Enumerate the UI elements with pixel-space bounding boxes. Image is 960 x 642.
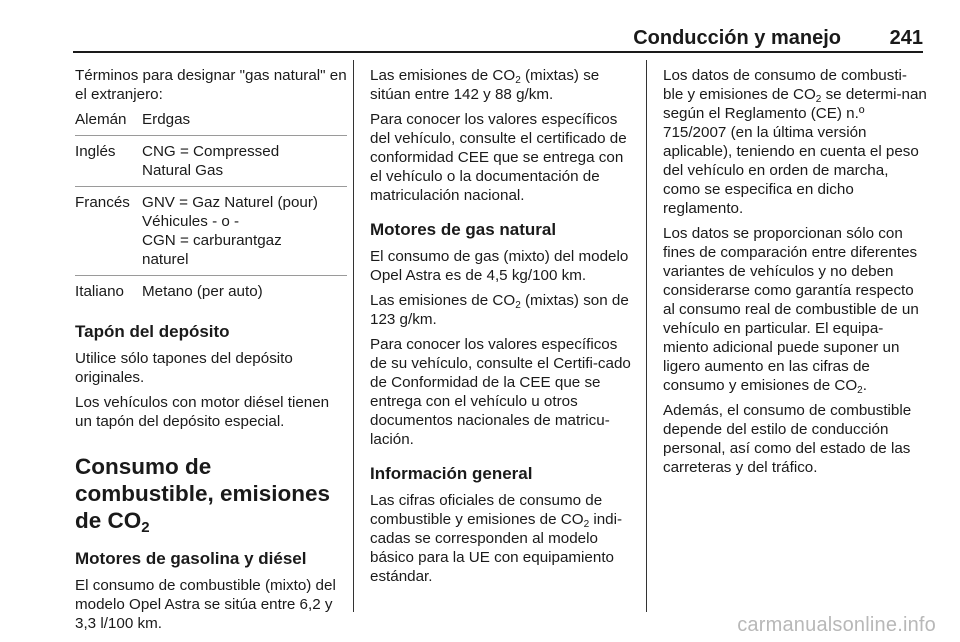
paragraph: [370, 491, 638, 586]
paragraph: Utilice sólo tapones del depósito originales.: [75, 350, 293, 386]
heading-tapon: Tapón del depósito: [75, 322, 230, 341]
heading-text: Consumo de combustible, emisiones de CO: [75, 454, 331, 533]
column-right: [663, 66, 927, 483]
heading-gasolina: Motores de gasolina y diésel: [75, 549, 307, 568]
term-language: Inglés: [75, 143, 116, 160]
column-left: [75, 66, 347, 639]
paragraph: El consumo de gas (mixto) del modelo Opel Astra es de 4,5 kg/100 km.: [370, 248, 629, 284]
term-value: Erdgas: [142, 111, 191, 128]
subscript: 2: [515, 300, 521, 311]
terms-table: [75, 110, 347, 307]
term-language: Italiano: [75, 283, 124, 300]
column-divider: [353, 60, 354, 612]
term-value: Metano (per auto): [142, 283, 263, 300]
text: (mixtas) son de 123 g/km.: [370, 292, 629, 328]
column-middle: [370, 66, 638, 592]
column-divider: [646, 60, 647, 612]
table-row: [75, 282, 347, 307]
section-title: Conducción y manejo: [633, 27, 841, 49]
text: Las emisiones de CO: [370, 67, 516, 84]
text: Las cifras oficiales de consumo de combustible y emisiones de CO: [370, 492, 603, 528]
paragraph: Para conocer los valores específicos del vehículo, consulte el certificado de conformidad CEE que se entrega con el vehículo o la documentación de matriculación nacional.: [370, 111, 627, 204]
page-number: 241: [889, 27, 923, 49]
header-rule: [73, 51, 923, 53]
term-language: Francés: [75, 194, 130, 211]
paragraph: [370, 291, 638, 329]
paragraph: Los vehículos con motor diésel tienen un tapón del depósito especial.: [75, 394, 330, 430]
text: Los datos de consumo de combusti-ble y emisiones de CO: [663, 67, 907, 103]
terms-intro: Términos para designar "gas natural" en el extranjero:: [75, 67, 347, 103]
subscript: 2: [857, 385, 863, 396]
subscript: 2: [141, 519, 150, 536]
page-header: [73, 27, 923, 51]
term-value: GNV = Gaz Naturel (pour) Véhicules - o - CGN = carburantgaz naturel: [142, 194, 318, 268]
text: indi-cadas se corresponden al modelo básico para la UE con equipamiento estándar.: [370, 511, 623, 585]
table-row: [75, 110, 347, 136]
term-language: Alemán: [75, 111, 127, 128]
paragraph: El consumo de combustible (mixto) del modelo Opel Astra se sitúa entre 6,2 y 3,3 l/100 km.: [75, 577, 336, 632]
heading-consumo: [75, 453, 347, 534]
text: .: [862, 377, 867, 394]
heading-gas-natural: Motores de gas natural: [370, 220, 557, 239]
heading-informacion: Información general: [370, 464, 533, 483]
subscript: 2: [583, 519, 590, 530]
subscript: 2: [515, 75, 521, 86]
text: Las emisiones de CO: [370, 292, 516, 309]
table-row: [75, 193, 347, 276]
table-row: [75, 142, 347, 187]
subscript: 2: [815, 94, 822, 105]
watermark: carmanualsonline.info: [737, 614, 936, 636]
paragraph: Para conocer los valores específicos de su vehículo, consulte el Certifi-cado de Conformidad de la CEE que se entrega con el vehículo u otros documentos nacionales de matricu-lación.: [370, 336, 631, 448]
paragraph: [663, 66, 927, 218]
text: se determi-nan según el Reglamento (CE) n.º 715/2007 (en la última versión aplicable), teniendo en cuenta el peso del vehículo en orden de marcha, como se especifica en dicho reglamento.: [663, 86, 927, 217]
paragraph: Además, el consumo de combustible depende del estilo de conducción personal, así como del estado de las carreteras y del tráfico.: [663, 402, 912, 476]
paragraph: [663, 224, 927, 395]
text: Los datos se proporcionan sólo con fines de comparación entre diferentes variantes de vehículos y no deben considerarse como garantía respecto al consumo real de combustible de un vehículo en particular. El equipa-miento adicional puede suponer un ligero aumento en las cifras de consumo y emisiones de CO: [663, 225, 919, 394]
paragraph: [370, 66, 638, 104]
text: (mixtas) se sitúan entre 142 y 88 g/km.: [370, 67, 600, 103]
term-value: CNG = Compressed Natural Gas: [142, 143, 280, 179]
